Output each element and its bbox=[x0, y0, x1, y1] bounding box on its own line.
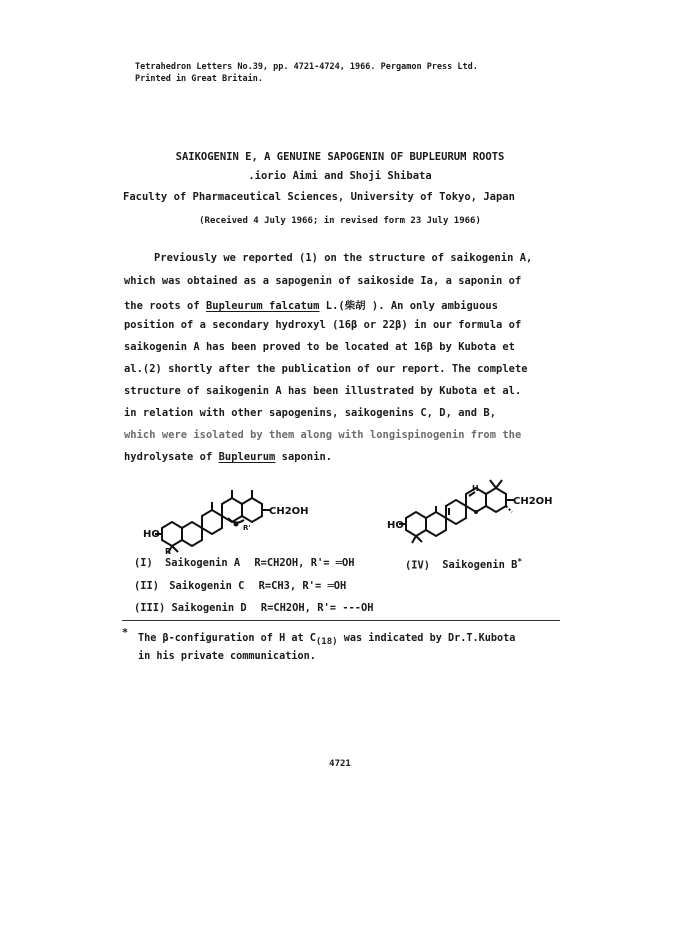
footnote-line-1 bbox=[138, 633, 515, 647]
label-r-prime: R' bbox=[243, 524, 251, 532]
compound-2-name: Saikogenin C bbox=[169, 580, 245, 592]
body-line-2: which was obtained as a sapogenin of saikoside Ia, a saponin of bbox=[124, 275, 522, 287]
compound-2-number: (II) bbox=[134, 580, 160, 592]
body-text: saponin. bbox=[275, 451, 333, 463]
label-ch2oh-right: CH2OH bbox=[513, 496, 553, 507]
structure-saikogenin-acd bbox=[140, 478, 310, 554]
footnote-text: The β-configuration of H at C bbox=[138, 633, 316, 644]
label-r: R bbox=[165, 547, 172, 554]
article-title: SAIKOGENIN E, A GENUINE SAPOGENIN OF BUPLEURUM ROOTS bbox=[175, 151, 505, 163]
body-text: hydrolysate of bbox=[124, 451, 219, 463]
compound-3-substituents: R=CH2OH, R'= ---OH bbox=[260, 602, 374, 614]
body-line-8: in relation with other sapogenins, saikogenins C, D, and B, bbox=[124, 407, 497, 419]
footnote-mark: * bbox=[122, 628, 129, 639]
page-number: 4721 bbox=[329, 759, 351, 769]
compound-4 bbox=[405, 557, 522, 571]
body-line-4: position of a secondary hydroxyl (16β or 22β) in our formula of bbox=[124, 319, 522, 331]
compound-1-substituents: R=CH2OH, R'= ═OH bbox=[254, 557, 355, 569]
label-ho-right: HO bbox=[387, 520, 404, 531]
body-line-1: Previously we reported (1) on the structure of saikogenin A, bbox=[154, 252, 533, 264]
body-line-9: which were isolated by them along with longispinogenin from the bbox=[124, 429, 522, 441]
compound-1-number: (I) bbox=[134, 557, 153, 569]
compound-3-number: (III) bbox=[134, 602, 166, 614]
species-name: Bupleurum falcatum bbox=[205, 300, 320, 312]
body-line-5: saikogenin A has been proved to be located at 16β by Kubota et bbox=[124, 341, 515, 353]
label-ho-left: HO bbox=[143, 529, 160, 540]
body-line-3 bbox=[124, 297, 498, 312]
compound-1 bbox=[134, 557, 354, 569]
body-line-6: al.(2) shortly after the publication of our report. The complete bbox=[124, 363, 528, 375]
compound-2 bbox=[134, 580, 346, 592]
structure-saikogenin-b bbox=[384, 466, 554, 544]
body-line-7: structure of saikogenin A has been illustrated by Kubota et al. bbox=[124, 385, 522, 397]
body-text: L.(柴胡 ). An only ambiguous bbox=[319, 300, 499, 312]
footnote-line-2: in his private communication. bbox=[138, 651, 316, 662]
body-line-10 bbox=[124, 451, 332, 463]
compound-3-name: Saikogenin D bbox=[171, 602, 247, 614]
footnote-rule bbox=[122, 620, 560, 621]
authors: .iorio Aimi and Shoji Shibata bbox=[248, 170, 432, 182]
journal-citation: Tetrahedron Letters No.39, pp. 4721-4724, 1966. Pergamon Press Ltd. bbox=[135, 62, 478, 72]
footnote-subscript: (18) bbox=[315, 637, 338, 648]
compound-3 bbox=[134, 602, 374, 614]
compound-1-name: Saikogenin A bbox=[165, 557, 241, 569]
label-h-18: H bbox=[472, 484, 479, 493]
label-ch2oh-left: CH2OH bbox=[269, 506, 309, 517]
body-text: the roots of bbox=[124, 300, 206, 312]
compound-4-number: (IV) bbox=[405, 559, 431, 572]
compound-2-substituents: R=CH3, R'= ═OH bbox=[258, 580, 347, 592]
compound-4-name: Saikogenin B bbox=[442, 559, 518, 572]
compound-4-footnote-mark: * bbox=[517, 557, 523, 566]
affiliation: Faculty of Pharmaceutical Sciences, University of Tokyo, Japan bbox=[123, 191, 515, 203]
footnote-text: was indicated by Dr.T.Kubota bbox=[337, 633, 516, 644]
genus-name: Bupleurum bbox=[218, 451, 276, 463]
received-date: (Received 4 July 1966; in revised form 23 July 1966) bbox=[199, 216, 481, 226]
printed-in: Printed in Great Britain. bbox=[135, 74, 263, 84]
